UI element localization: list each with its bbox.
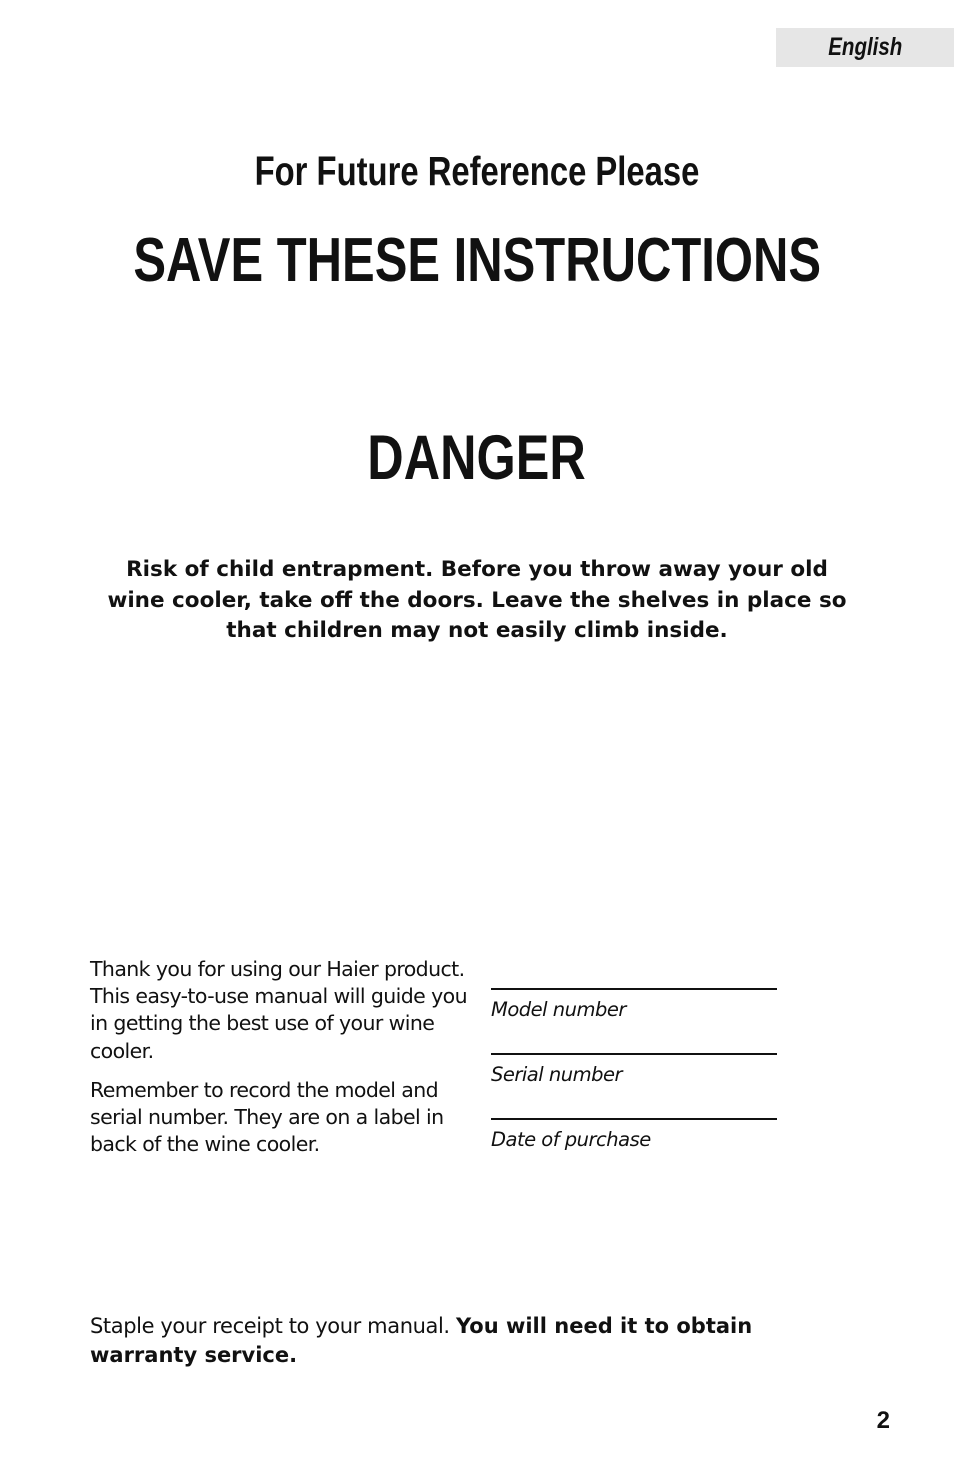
warning-line: that children may not easily climb inside. xyxy=(226,618,728,643)
record-fields xyxy=(491,988,777,1182)
child-entrapment-warning xyxy=(40,555,914,647)
warning-line: wine cooler, take off the doors. Leave the shelves in place so xyxy=(107,587,847,613)
page-number: 2 xyxy=(876,1407,890,1434)
save-instructions-text: SAVE THESE INSTRUCTIONS xyxy=(133,226,821,295)
future-reference-heading xyxy=(0,146,954,196)
date-of-purchase-field xyxy=(491,1118,777,1182)
intro-text xyxy=(90,956,470,1158)
danger-heading xyxy=(0,420,954,496)
receipt-text: Staple your receipt to your manual. xyxy=(90,1314,450,1338)
receipt-note xyxy=(90,1312,810,1369)
field-label: Date of purchase xyxy=(491,1128,651,1151)
intro-paragraph-record: Remember to record the model and serial number. They are on a label in back of the wine cooler. xyxy=(90,1077,444,1157)
warning-line: Risk of child entrapment. Before you throw away your old xyxy=(126,557,828,582)
field-label: Model number xyxy=(491,998,626,1021)
future-reference-text: For Future Reference Please xyxy=(254,148,700,194)
receipt-bold-text: You will need it to obtain warranty service. xyxy=(90,1314,753,1367)
save-instructions-heading xyxy=(0,224,954,298)
serial-number-field xyxy=(491,1053,777,1117)
intro-paragraph-thanks: Thank you for using our Haier product. This easy-to-use manual will guide you in getting the best use of your wine cooler. xyxy=(90,957,467,1063)
danger-text: DANGER xyxy=(367,423,587,493)
field-label: Serial number xyxy=(491,1063,622,1086)
language-tab xyxy=(776,28,954,67)
language-label: English xyxy=(827,33,902,61)
model-number-field xyxy=(491,988,777,1052)
